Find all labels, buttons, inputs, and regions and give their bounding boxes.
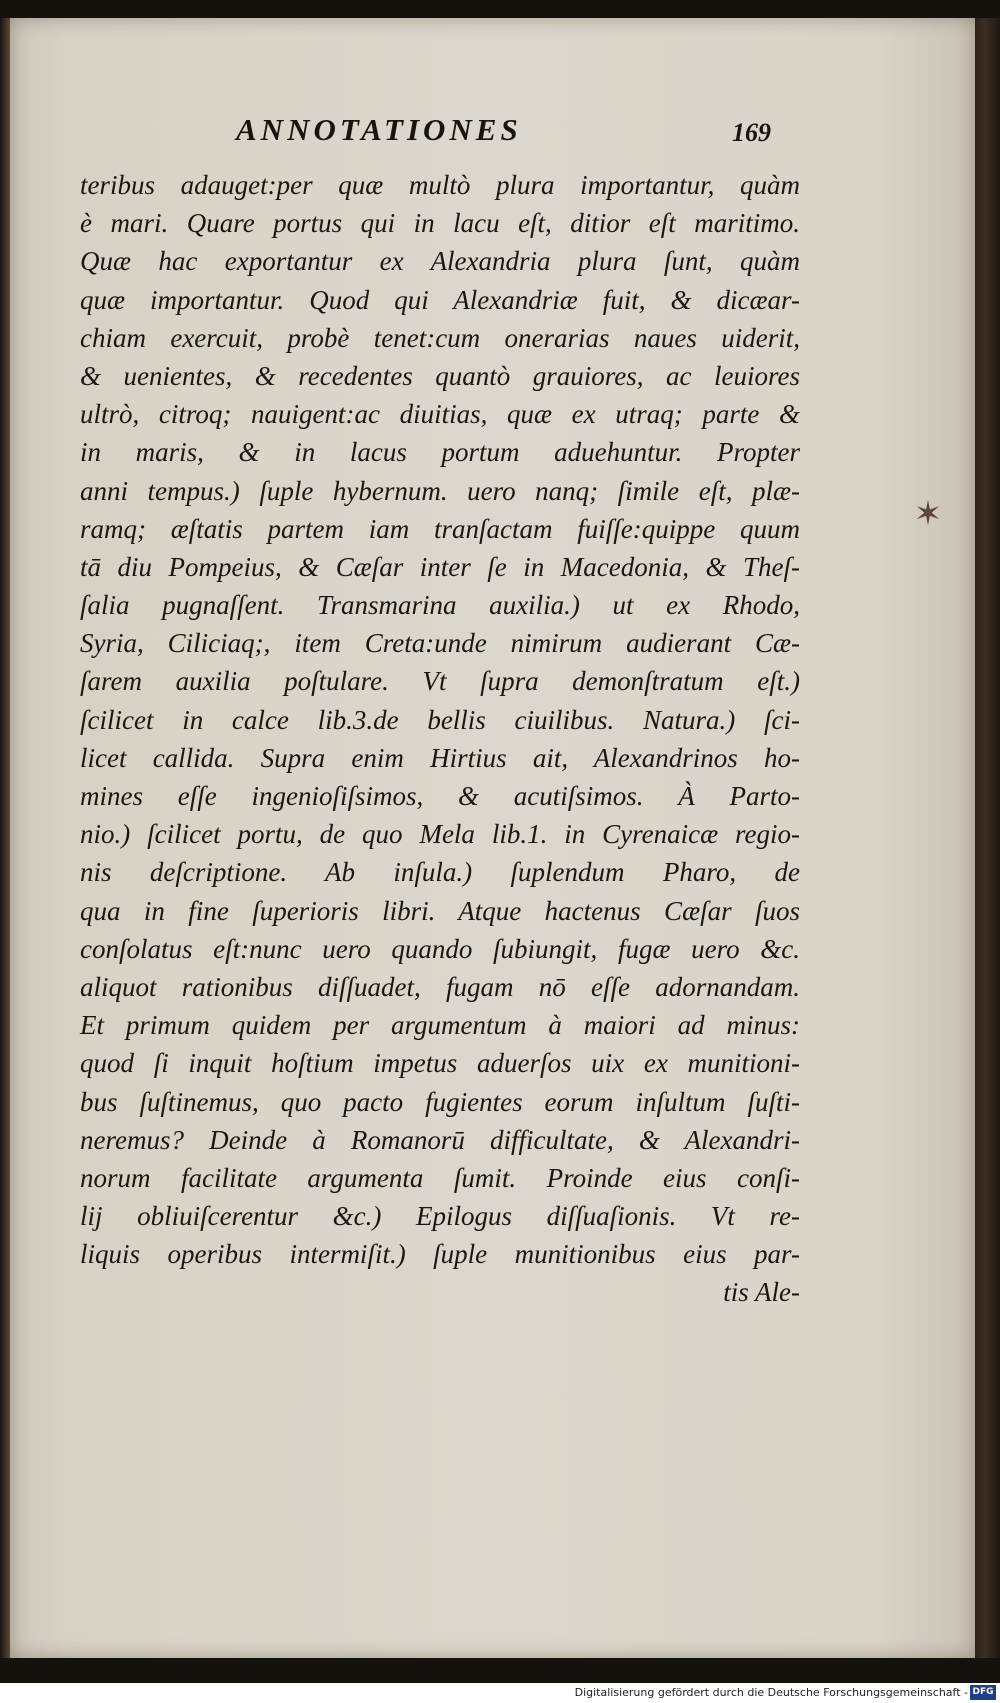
text-line: norum facilitate argumenta ſumit. Proinde eius conſi- [80,1162,800,1193]
text-line: lij obliuiſcerentur &c.) Epilogus diſſuaſionis. Vt re- [80,1201,800,1232]
text-line: ultrò, citroq; nauigent:ac diuitias, quæ ex utraq; parte & [80,399,800,430]
text-line: Syria, Ciliciaq;, item Creta:unde nimirum audierant Cæ- [80,628,800,659]
running-head: ANNOTATIONES [236,112,522,147]
text-line: chiam exercuit, probè tenet:cum onerarias naues uiderit, [80,322,800,353]
text-line: neremus? Deinde à Romanorū difficultate, & Alexandri- [80,1124,800,1155]
text-line: bus ſuſtinemus, quo pacto fugientes eorum inſultum ſuſti- [80,1086,800,1117]
text-line: aliquot rationibus diſſuadet, fugam nō eſſe adornandam. [80,971,800,1002]
digitization-credit: Digitalisierung gefördert durch die Deutsche Forschungsgemeinschaft - [574,1686,968,1699]
text-line: quod ſi inquit hoſtium impetus aduerſos uix ex munitioni- [80,1048,800,1079]
page-number: 169 [732,118,771,147]
catchword-line: tis Ale- [723,1277,800,1308]
text-line: nis deſcriptione. Ab inſula.) ſuplendum Pharo, de [80,857,800,888]
text-line: & uenientes, & recedentes quantò grauiores, ac leuiores [80,360,800,391]
text-line: ramq; æſtatis partem iam tranſactam fuiſſe:quippe quum [80,513,800,544]
text-line: ſcilicet in calce lib.3.de bellis ciuilibus. Natura.) ſci- [80,704,800,735]
text-line: nio.) ſcilicet portu, de quo Mela lib.1. in Cyrenaicæ regio- [80,819,800,850]
text-line: è mari. Quare portus qui in lacu eſt, ditior eſt maritimo. [80,208,800,239]
page-left-edge [0,18,10,1658]
text-line: licet callida. Supra enim Hirtius ait, Alexandrinos ho- [80,742,800,773]
text-line: quæ importantur. Quod qui Alexandriæ fuit, & dicæar- [80,284,800,315]
text-line: mines eſſe ingenioſiſsimos, & acutiſsimos. À Parto- [80,781,800,811]
text-line: in maris, & in lacus portum aduehuntur. Propter [80,437,800,468]
text-line: qua in fine ſuperioris libri. Atque hactenus Cæſar ſuos [80,895,800,926]
body-text [80,166,800,1312]
text-line: liquis operibus intermiſit.) ſuple munitionibus eius par- [80,1239,800,1270]
ink-mark-icon: ✶ [913,496,943,533]
page-right-edge [975,18,1000,1658]
text-line: ſalia pugnaſſent. Transmarina auxilia.) ut ex Rhodo, [80,590,800,621]
dfg-logo: DFG [970,1685,996,1700]
text-line: tā diu Pompeius, & Cæſar inter ſe in Macedonia, & Theſ- [80,551,800,582]
text-line: conſolatus eſt:nunc uero quando ſubiungit, fugæ uero &c. [80,933,800,964]
text-line: anni tempus.) ſuple hybernum. uero nanq; ſimile eſt, plæ- [80,475,800,506]
text-line: Quæ hac exportantur ex Alexandria plura ſunt, quàm [80,246,800,277]
text-line: ſarem auxilia poſtulare. Vt ſupra demonſtratum eſt.) [80,666,800,697]
text-line: Et primum quidem per argumentum à maiori ad minus: [80,1010,800,1041]
text-line: teribus adauget:per quæ multò plura importantur, quàm [80,170,800,200]
